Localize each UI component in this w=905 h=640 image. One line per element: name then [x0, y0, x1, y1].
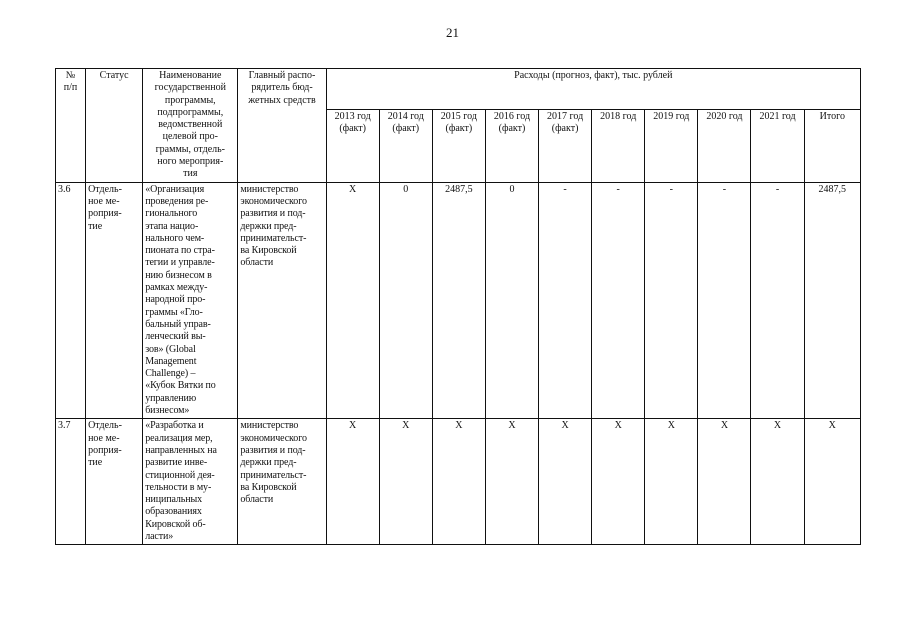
row-name-line: Кировской об- [145, 518, 206, 530]
header-num-line: п/п [63, 82, 78, 94]
header-year-note: (факт) [498, 122, 526, 134]
row-value-1: 0 [379, 182, 432, 419]
row-name-line: направленных на [145, 444, 217, 456]
header-year-label: 2013 год [334, 110, 371, 122]
header-year-note: (факт) [445, 122, 473, 134]
row-value-7: Х [698, 419, 751, 545]
row-manager-line: держки пред- [240, 220, 297, 232]
header-year-label: Итого [819, 110, 845, 122]
row-manager-line: ва Кировской [240, 245, 297, 257]
row-name-line: бизнесом» [145, 405, 190, 417]
header-year-6 [645, 109, 698, 182]
header-year-note: (факт) [339, 122, 366, 134]
row-name-line: ниципальных [145, 494, 202, 506]
header-name-line: целевой про- [162, 131, 218, 143]
header-manager-line: Главный распо- [248, 70, 316, 81]
row-value-8: - [751, 182, 804, 419]
row-name-line: бальный управ- [145, 318, 211, 330]
header-manager [238, 69, 326, 183]
row-value-8: Х [751, 419, 804, 545]
header-name-line: программы, [164, 94, 216, 106]
row-value-9: Х [804, 419, 860, 545]
row-name-line: управлению [145, 392, 197, 404]
header-year-label: 2014 год [387, 110, 424, 122]
row-manager-line: экономического [240, 195, 307, 207]
row-value-3: Х [485, 419, 538, 545]
row-name [143, 182, 238, 419]
row-value-6: Х [645, 419, 698, 545]
header-year-note: (факт) [392, 122, 420, 134]
row-manager-line: области [240, 494, 274, 506]
row-value-5: Х [592, 419, 645, 545]
row-name-line: гионального [145, 208, 198, 220]
row-name-line: ленческий вы- [145, 331, 206, 343]
row-status-line: ное ме- [88, 195, 120, 207]
row-value-7: - [698, 182, 751, 419]
row-manager [238, 419, 326, 545]
row-name-line: этапа нацио- [145, 220, 199, 232]
budget-table [55, 68, 861, 545]
row-name-line: стиционной дея- [145, 469, 215, 481]
header-year-8 [751, 109, 804, 182]
row-name-line: ласти» [145, 530, 174, 542]
row-name-line: проведения ре- [145, 195, 209, 207]
header-manager-line: рядитель бюд- [251, 82, 313, 94]
header-num-line: № [65, 70, 76, 81]
row-value-5: - [592, 182, 645, 419]
row-name-line: развитие инве- [145, 457, 208, 469]
row-name-line: рамках между- [145, 282, 208, 294]
header-year-2 [432, 109, 485, 182]
row-status-line: ное ме- [88, 432, 120, 444]
header-name-line: граммы, отдель- [155, 143, 226, 155]
row-manager-line: развития и под- [240, 444, 306, 456]
header-year-label: 2016 год [493, 110, 531, 122]
table-row [56, 182, 861, 419]
row-value-0: Х [326, 419, 379, 545]
row-status-line: Отдель- [88, 183, 122, 195]
row-manager-line: министерство [240, 420, 299, 432]
row-manager-line: ва Кировской [240, 481, 297, 493]
row-name-line: тельности в му- [145, 481, 212, 493]
header-name-line: Наименование [159, 70, 222, 81]
row-manager-line: принимательст- [240, 232, 307, 244]
row-value-4: Х [539, 419, 592, 545]
row-name-line: «Разработка и [145, 420, 204, 432]
row-status-line: Отдель- [88, 420, 122, 432]
header-name-line: подпрограммы, [157, 106, 224, 118]
header-name-line: государственной [154, 82, 226, 94]
header-year-label: 2021 год [759, 110, 796, 122]
row-status-line: роприя- [88, 444, 122, 456]
header-name [143, 69, 238, 183]
row-name-line: нального чем- [145, 232, 205, 244]
header-year-label: 2017 год [547, 110, 584, 122]
row-name-line: народной про- [145, 294, 206, 306]
header-year-1 [379, 109, 432, 182]
row-name-line: реализация мер, [145, 432, 213, 444]
row-name-line: граммы «Гло- [145, 306, 203, 318]
header-year-label: 2015 год [440, 110, 477, 122]
row-status [86, 419, 143, 545]
row-value-9: 2487,5 [804, 182, 860, 419]
row-number: 3.6 [56, 182, 86, 419]
header-year-label: 2020 год [706, 110, 743, 122]
row-manager-line: держки пред- [240, 457, 297, 469]
row-name-line: нию бизнесом в [145, 269, 212, 281]
row-value-2: Х [432, 419, 485, 545]
row-name-line: Challenge) – [145, 368, 196, 380]
header-year-5 [592, 109, 645, 182]
header-expenses: Расходы (прогноз, факт), тыс. рублей [326, 69, 860, 110]
row-value-2: 2487,5 [432, 182, 485, 419]
header-num [56, 69, 86, 183]
row-value-3: 0 [485, 182, 538, 419]
row-name-line: зов» (Global [145, 343, 196, 355]
row-value-4: - [539, 182, 592, 419]
header-year-label: 2018 год [600, 110, 637, 122]
row-manager-line: экономического [240, 432, 307, 444]
page-number: 21 [446, 25, 459, 40]
row-status-line: тие [88, 220, 103, 232]
row-manager [238, 182, 326, 419]
row-name-line: пионата по стра- [145, 245, 215, 257]
header-year-9 [804, 109, 860, 182]
header-year-note: (факт) [551, 122, 579, 134]
header-year-3 [485, 109, 538, 182]
row-name-line: «Кубок Вятки по [145, 380, 216, 392]
row-name-line: образованиях [145, 506, 202, 518]
row-status-line: роприя- [88, 208, 122, 220]
header-status: Статус [86, 69, 143, 183]
row-manager-line: министерство [240, 183, 299, 195]
row-number: 3.7 [56, 419, 86, 545]
row-manager-line: области [240, 257, 274, 269]
header-row-top [56, 69, 861, 110]
table-row [56, 419, 861, 545]
row-manager-line: принимательст- [240, 469, 307, 481]
row-manager-line: развития и под- [240, 208, 306, 220]
header-manager-line: жетных средств [248, 94, 316, 106]
header-name-line: тия [183, 168, 198, 180]
row-name-line: «Организация [145, 183, 205, 195]
header-year-label: 2019 год [653, 110, 690, 122]
row-name [143, 419, 238, 545]
row-value-0: Х [326, 182, 379, 419]
row-name-line: Management [145, 355, 197, 367]
header-year-4 [539, 109, 592, 182]
row-value-6: - [645, 182, 698, 419]
row-status [86, 182, 143, 419]
header-name-line: ведомственной [158, 119, 223, 131]
header-year-7 [698, 109, 751, 182]
row-value-1: Х [379, 419, 432, 545]
row-name-line: тегии и управле- [145, 257, 215, 269]
header-year-0 [326, 109, 379, 182]
header-name-line: ного мероприя- [157, 156, 224, 168]
row-status-line: тие [88, 457, 103, 469]
